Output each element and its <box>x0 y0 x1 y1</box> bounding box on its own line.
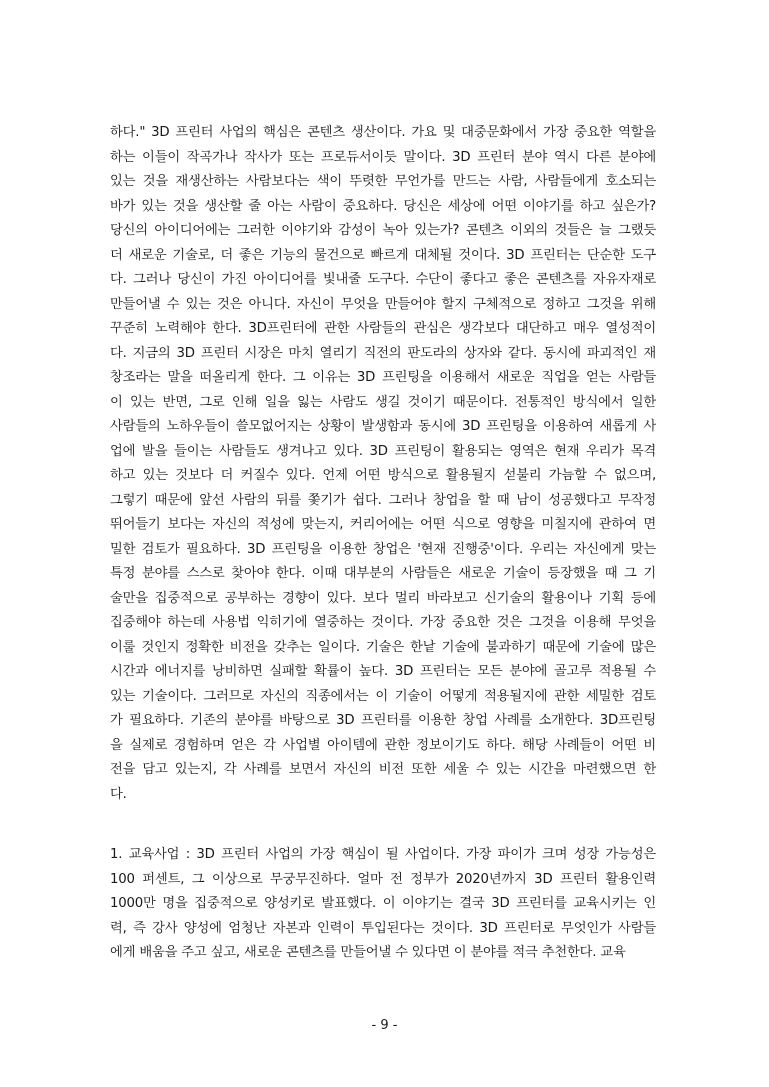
text-line: 1000만 명을 집중적으로 양성키로 발표했다. 이 이야기는 결국 3D 프린터를 교육시키는 인 <box>110 896 656 911</box>
page-number: - 9 - <box>371 1018 398 1033</box>
text-line: 당신의 아이디어에는 그러한 이야기와 감성이 녹아 있는가? 콘텐츠 이외의 것들은 늘 그랬듯 <box>110 223 656 238</box>
text-line: 있는 것을 재생산하는 사람보다는 색이 뚜렷한 무언가를 만드는 사람, 사람들에게 호소되는 <box>110 174 656 189</box>
text-line: 100 퍼센트, 그 이상으로 무궁무진하다. 얼마 전 정부가 2020년까지 3D 프린터 활용인력 <box>110 871 656 887</box>
text-line: 업에 발을 들이는 사람들도 생겨나고 있다. 3D 프린팅이 활용되는 영역은 현재 우리가 목격 <box>110 443 656 459</box>
text-line: 하고 있는 것보다 더 커질수 있다. 언제 어떤 방식으로 활용될지 섣불리 가늠할 수 없으며, <box>110 468 656 483</box>
text-line: 이룰 것인지 정확한 비전을 갖추는 일이다. 기술은 한낱 기술에 불과하기 때문에 기술에 많은 <box>110 639 656 655</box>
text-line: 밀한 검토가 필요하다. 3D 프린팅을 이용한 창업은 '현재 진행중'이다. 우리는 자신에게 맞는 <box>110 541 656 557</box>
text-line: 시간과 에너지를 낭비하면 실패할 확률이 높다. 3D 프린터는 모든 분야에 골고루 적용될 수 <box>110 664 656 679</box>
text-line: 그렇기 때문에 앞선 사람의 뒤를 쫓기가 쉽다. 그러나 창업을 할 때 남이 성공했다고 무작정 <box>110 492 656 508</box>
text-line: 력, 즉 강사 양성에 엄청난 자본과 인력이 투입된다는 것이다. 3D 프린터로 무엇인가 사람들 <box>110 920 656 936</box>
text-line: 하는 이들이 작곡가나 작사가 또는 프로듀서이듯 말이다. 3D 프린터 분야 역시 다른 분야에 <box>110 149 656 165</box>
text-line: 만들어낼 수 있는 것은 아니다. 자신이 무엇을 만들어야 할지 구체적으로 정하고 그것을 위해 <box>110 296 656 312</box>
text-line: 에게 배움을 주고 싶고, 새로운 콘텐츠를 만들어낼 수 있다면 이 분야를 적극 추천한다. 교육 <box>110 945 626 960</box>
text-line: 다. <box>110 786 127 802</box>
text-line: 하다." 3D 프린터 사업의 핵심은 콘텐츠 생산이다. 가요 및 대중문화에서 가장 중요한 역할을 <box>110 125 656 140</box>
text-line: 바가 있는 것을 생산할 줄 아는 사람이 중요하다. 당신은 세상에 어떤 이야기를 하고 싶은가? <box>110 198 656 214</box>
text-line: 뛰어들기 보다는 자신의 적성에 맞는지, 커리어에는 어떤 식으로 영향을 미칠지에 관하여 면 <box>110 517 656 532</box>
text-line: 을 실제로 경험하며 얻은 각 사업별 아이템에 관한 정보이기도 하다. 해당 사례들이 어떤 비 <box>110 737 656 753</box>
text-line: 가 필요하다. 기존의 분야를 바탕으로 3D 프린터를 이용한 창업 사례를 소개한다. 3D프린팅 <box>110 713 656 728</box>
text-line: 집중해야 하는데 사용법 익히기에 열중하는 것이다. 가장 중요한 것은 그것을 이용해 무엇을 <box>110 615 656 630</box>
text-line: 다. 그러나 당신이 가진 아이디어를 빛내줄 도구다. 수단이 좋다고 좋은 콘텐츠를 자유자재로 <box>110 272 656 287</box>
text-line: 꾸준히 노력해야 한다. 3D프린터에 관한 사람들의 관심은 생각보다 대단하고 매우 열성적이 <box>110 321 656 336</box>
text-line: 창조라는 말을 떠올리게 한다. 그 이유는 3D 프린팅을 이용해서 새로운 직업을 얻는 사람들 <box>110 370 656 385</box>
section-paragraph-education-business <box>110 843 656 966</box>
text-line: 있는 기술이다. 그러므로 자신의 직종에서는 이 기술이 어떻게 적용될지에 관한 세밀한 검토 <box>110 688 656 704</box>
body-paragraph <box>110 121 656 807</box>
text-line: 술만을 집중적으로 공부하는 경향이 있다. 보다 멀리 바라보고 신기술의 활용이나 기획 등에 <box>110 590 656 606</box>
text-line: 이 있는 반면, 그로 인해 일을 잃는 사람도 생길 것이기 때문이다. 전통적인 방식에서 일한 <box>110 394 656 410</box>
text-line: 사람들의 노하우들이 쓸모없어지는 상황이 발생함과 동시에 3D 프린팅을 이용하여 새롭게 사 <box>110 419 656 434</box>
text-line: 전을 담고 있는지, 각 사례를 보면서 자신의 비전 또한 세울 수 있는 시간을 마련했으면 한 <box>110 762 656 777</box>
text-line: 특정 분야를 스스로 찾아야 한다. 이때 대부분의 사람들은 새로운 기술이 등장했을 때 그 기 <box>110 566 656 581</box>
text-line: 다. 지금의 3D 프린터 시장은 마치 열리기 직전의 판도라의 상자와 같다. 동시에 파괴적인 재 <box>110 345 656 361</box>
text-line: 더 새로운 기술로, 더 좋은 기능의 물건으로 빠르게 대체될 것이다. 3D 프린터는 단순한 도구 <box>110 247 656 263</box>
text-line: 1. 교육사업 : 3D 프린터 사업의 가장 핵심이 될 사업이다. 가장 파이가 크며 성장 가능성은 <box>110 847 656 862</box>
